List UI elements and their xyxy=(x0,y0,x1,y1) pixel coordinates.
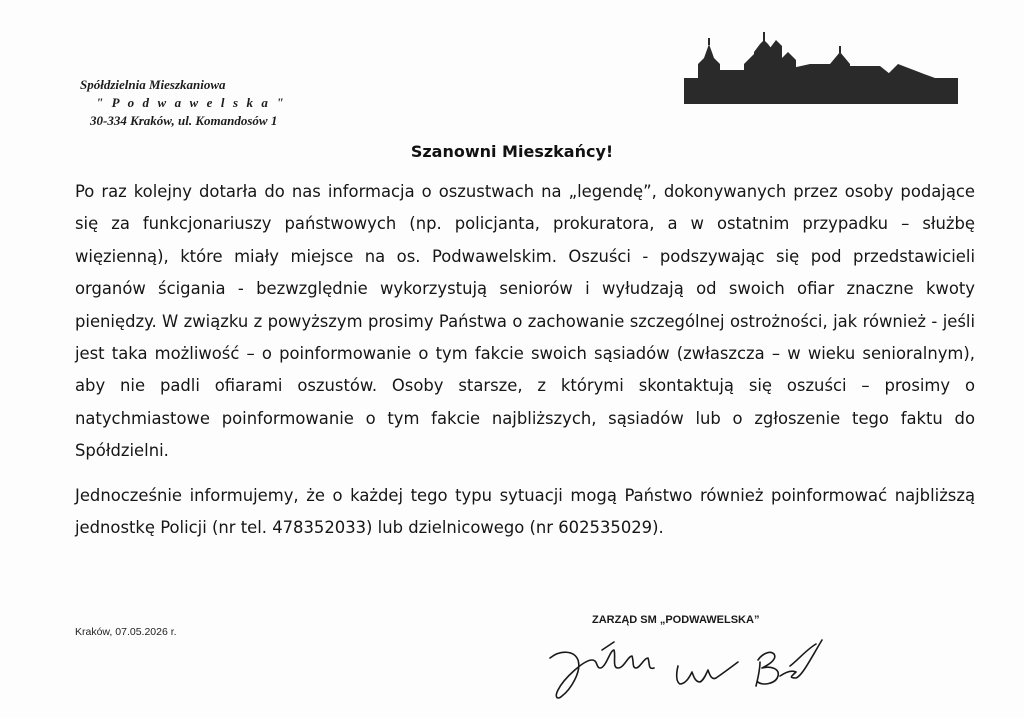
letter-body xyxy=(75,176,975,544)
cooperative-name: Spółdzielnia Mieszkaniowa xyxy=(80,77,226,92)
body-paragraph-1: Po raz kolejny dotarła do nas informacja o oszustwach na „legendę”, dokonywanych przez osoby podające się za funkcjonariuszy państwowych (np. policjanta, prokuratora, a w ostatnim przypadku – służbę więzienną), które miały miejsce na os. Podwawelskim. Oszuści - podszywając się pod przedstawicieli organów ścigania - bezwzględnie wykorzystują seniorów i wyłudzają od swoich ofiar znaczne kwoty pieniędzy. W związku z powyższym prosimy Państwa o zachowanie szczególnej ostrożności, jak również - jeśli jest taka możliwość – o poinformowanie o tym fakcie swoich sąsiadów (zwłaszcza – w wieku senioralnym), aby nie padli ofiarami oszustów. Osoby starsze, z którymi skontaktują się oszuści – prosimy o natychmiastowe poinformowanie o tym fakcie najbliższych, sąsiadów lub o zgłoszenie tego faktu do Spółdzielni. xyxy=(75,182,975,461)
greeting-heading: Szanowni Mieszkańcy! xyxy=(410,142,614,161)
wawel-castle-silhouette-icon xyxy=(684,30,958,104)
place-date: Kraków, 07.05.2026 r. xyxy=(75,626,177,638)
letterhead xyxy=(80,76,286,130)
board-signature-caption: ZARZĄD SM „PODWAWELSKA” xyxy=(592,614,760,626)
cooperative-quoted-name: " P o d w a w e l s k a " xyxy=(96,95,287,110)
body-paragraph-2: Jednocześnie informujemy, że o każdej tego typu sytuacji mogą Państwo również poinformować najbliższą jednostkę Policji (nr tel. 478352033) lub dzielnicowego (nr 602535029). xyxy=(75,485,975,538)
handwritten-signatures-icon xyxy=(540,620,840,710)
cooperative-address: 30-334 Kraków, ul. Komandosów 1 xyxy=(90,113,278,128)
